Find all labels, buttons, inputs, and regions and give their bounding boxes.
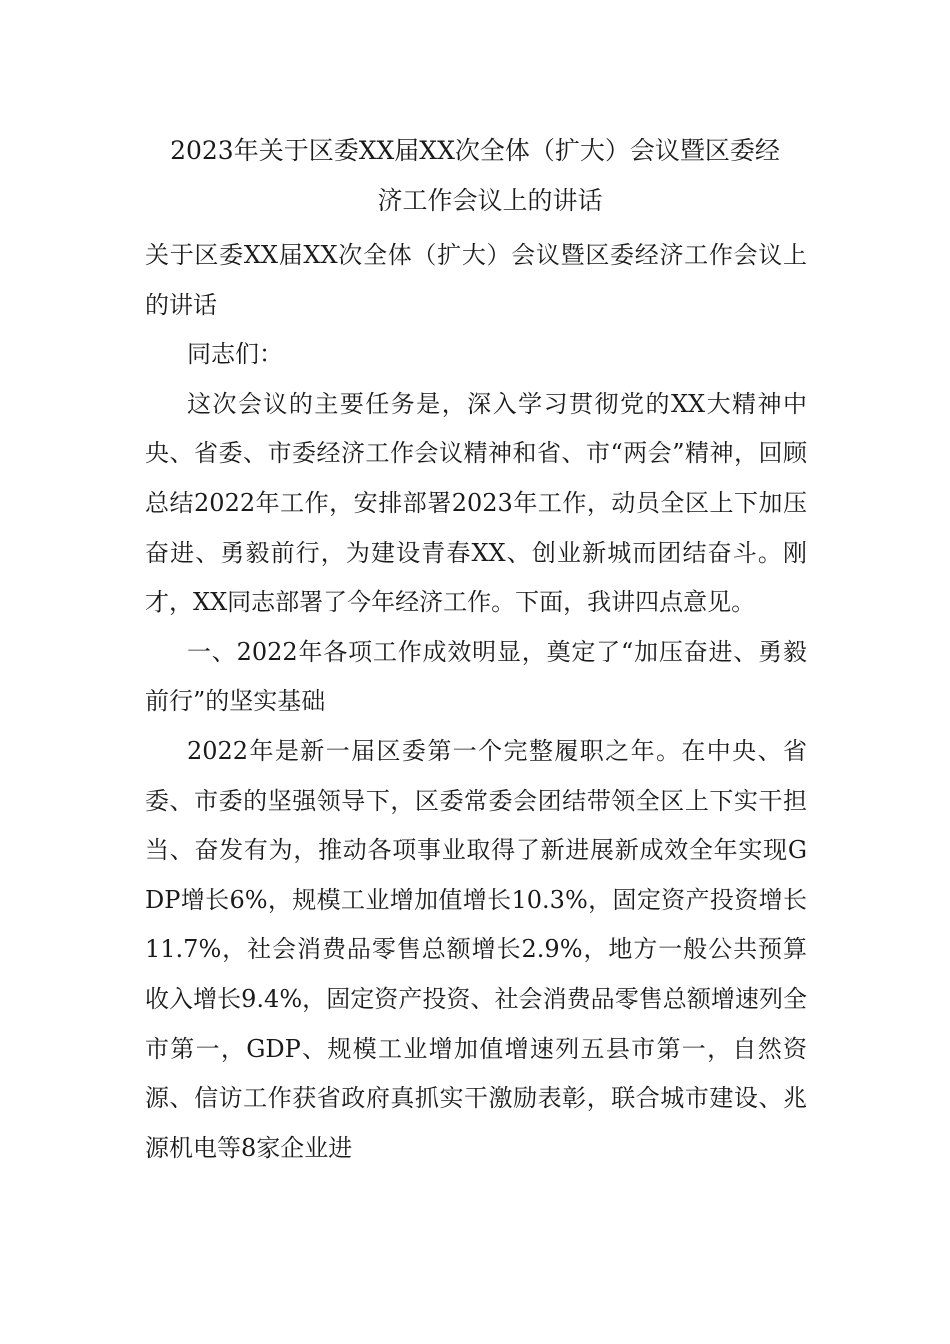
document-title-line-2: 济工作会议上的讲话 [377, 186, 603, 215]
intro-paragraph: 这次会议的主要任务是，深入学习贯彻党的XX大精神中央、省委、市委经济工作会议精神和省、市“两会”精神，回顾总结2022年工作，安排部署2023年工作，动员全区上下加压奋进、勇毅前行，为建设青春XX、创业新城而团结奋斗。刚才，XX同志部署了今年经济工作。下面，我讲四点意见。 [145, 389, 807, 617]
subtitle-paragraph: 关于区委XX届XX次全体（扩大）会议暨区委经济工作会议上的讲话 [145, 241, 807, 319]
document-body [145, 231, 807, 1173]
section-heading-1: 一、2022年各项工作成效明显，奠定了“加压奋进、勇毅前行”的坚实基础 [145, 637, 807, 716]
document-title-line-1: 2023年关于区委XX届XX次全体（扩大）会议暨区委经 [170, 136, 780, 165]
salutation-paragraph: 同志们： [187, 340, 283, 369]
body-paragraph: 2022年是新一届区委第一个完整履职之年。在中央、省委、市委的坚强领导下，区委常委会团结带领全区上下实干担当、奋发有为，推动各项事业取得了新进展新成效全年实现GDP增长6%，规模工业增加值增长10.3%，固定资产投资增长11.7%，社会消费品零售总额增长2.9%，地方一般公共预算收入增长9.4%，固定资产投资、社会消费品零售总额增速列全市第一，GDP、规模工业增加值增速列五县市第一，自然资源、信访工作获省政府真抓实干激励表彰，联合城市建设、兆源机电等8家企业进 [145, 736, 807, 1162]
